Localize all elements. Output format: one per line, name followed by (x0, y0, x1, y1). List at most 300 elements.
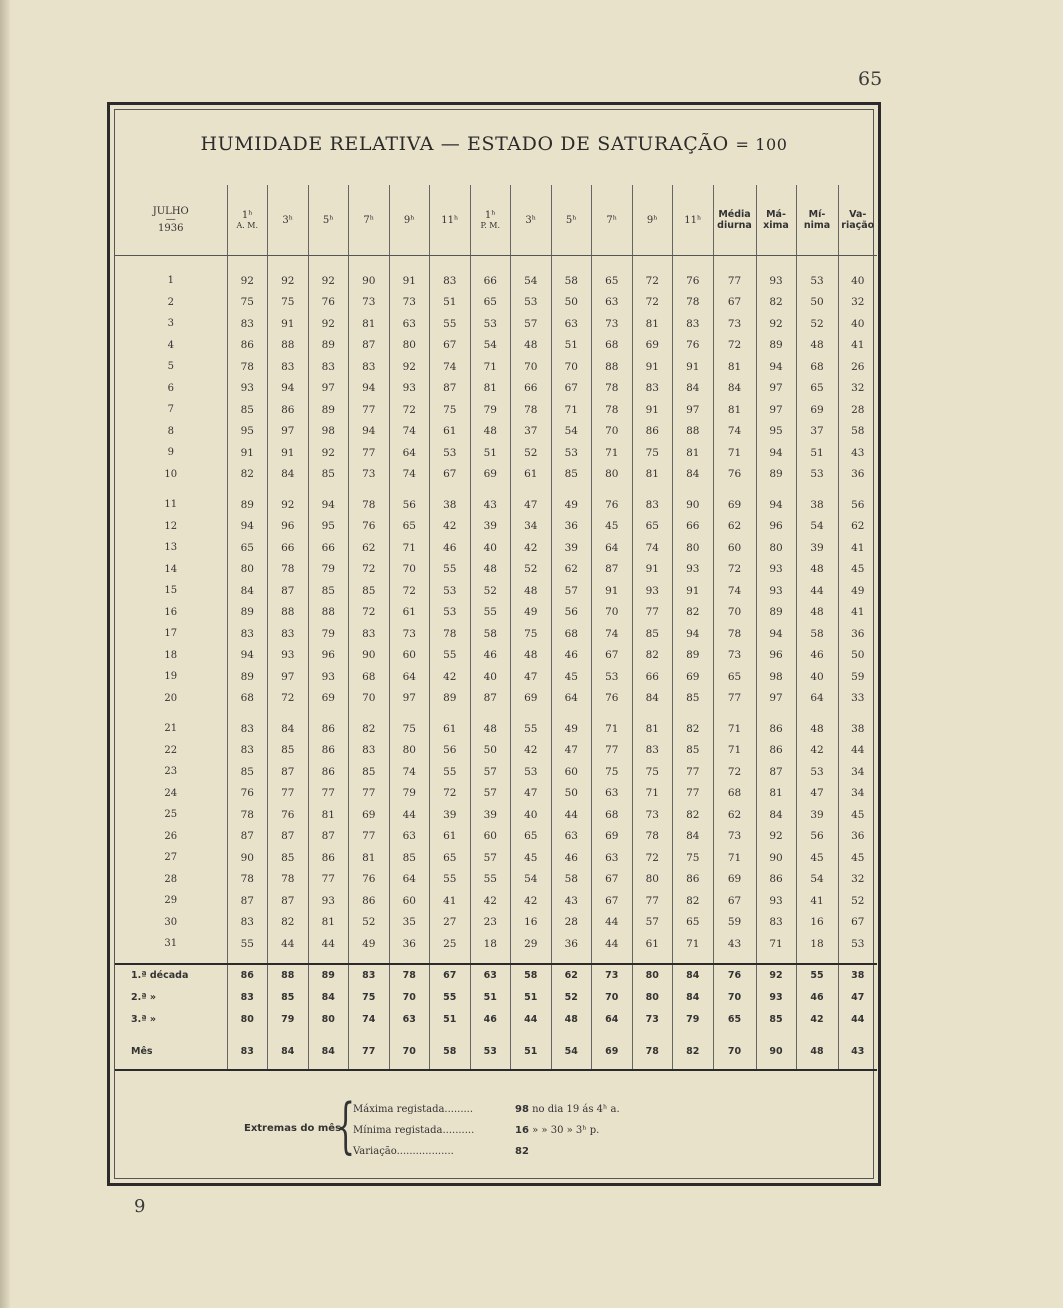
value-cell: 82 (673, 890, 714, 912)
value-cell: 92 (268, 270, 309, 292)
value-cell: 78 (673, 292, 714, 314)
value-cell: 91 (592, 580, 633, 602)
hour-header (268, 185, 309, 256)
spacer-cell (227, 1031, 268, 1041)
value-cell: 71 (592, 442, 633, 464)
value-cell: 95 (308, 516, 349, 538)
hour-label: 11ʰ (441, 214, 459, 226)
value-cell: 76 (227, 783, 268, 805)
value-cell: 76 (713, 964, 756, 987)
value-cell: 77 (308, 783, 349, 805)
value-cell: 41 (430, 890, 471, 912)
row-label: 24 (164, 787, 178, 799)
value-cell: 85 (389, 847, 430, 869)
stat-header: Mí-nima (796, 185, 838, 256)
value-cell: 39 (470, 516, 511, 538)
value-cell: 57 (470, 761, 511, 783)
value-cell: 76 (713, 464, 756, 486)
row-label: 6 (167, 382, 174, 394)
value-cell: 47 (796, 783, 838, 805)
spacer-cell (673, 256, 714, 271)
spacer-cell (430, 256, 471, 271)
value-cell: 78 (389, 964, 430, 987)
spacer-cell (632, 485, 673, 494)
value-cell: 47 (838, 987, 877, 1009)
spacer-cell (308, 955, 349, 964)
value-cell: 68 (592, 804, 633, 826)
value-cell: 68 (227, 688, 268, 710)
value-cell: 90 (227, 847, 268, 869)
value-cell: 61 (430, 421, 471, 443)
value-cell: 61 (430, 826, 471, 848)
value-cell: 97 (756, 399, 796, 421)
value-cell: 46 (551, 645, 592, 667)
value-cell: 64 (796, 688, 838, 710)
value-cell: 23 (470, 912, 511, 934)
value-cell: 85 (349, 580, 390, 602)
value-cell: 82 (673, 602, 714, 624)
value-cell: 87 (268, 826, 309, 848)
value-cell: 74 (389, 464, 430, 486)
value-cell: 71 (713, 740, 756, 762)
hour-header (430, 185, 471, 256)
spacer-cell (511, 1031, 552, 1041)
value-cell: 83 (632, 740, 673, 762)
value-cell: 72 (632, 292, 673, 314)
value-cell: 94 (756, 623, 796, 645)
value-cell: 88 (268, 602, 309, 624)
value-cell: 93 (632, 580, 673, 602)
value-cell: 83 (349, 740, 390, 762)
value-cell: 93 (756, 270, 796, 292)
value-cell: 65 (632, 516, 673, 538)
day-row (115, 442, 877, 464)
value-cell: 76 (268, 804, 309, 826)
value-cell: 87 (756, 761, 796, 783)
value-cell: 47 (511, 666, 552, 688)
value-cell: 88 (592, 356, 633, 378)
value-cell: 60 (389, 890, 430, 912)
extreme-max-number: 98 (515, 1104, 529, 1115)
value-cell: 94 (673, 623, 714, 645)
value-cell: 77 (673, 761, 714, 783)
value-cell: 38 (430, 494, 471, 516)
value-cell: 34 (838, 761, 877, 783)
value-cell: 84 (268, 1041, 309, 1063)
value-cell: 38 (838, 964, 877, 987)
value-cell: 91 (389, 270, 430, 292)
value-cell: 62 (838, 516, 877, 538)
day-row (115, 783, 877, 805)
value-cell: 81 (673, 442, 714, 464)
stat-header: Má-xima (756, 185, 796, 256)
spacer-cell (389, 1063, 430, 1070)
value-cell: 94 (756, 356, 796, 378)
value-cell: 51 (470, 987, 511, 1009)
value-cell: 73 (632, 1009, 673, 1031)
value-cell: 75 (268, 292, 309, 314)
value-cell: 52 (796, 313, 838, 335)
value-cell: 69 (308, 688, 349, 710)
extreme-max-name: Máxima registada......... (353, 1104, 474, 1115)
hour-period: A. M. (236, 221, 259, 230)
value-cell: 52 (511, 442, 552, 464)
value-cell: 92 (308, 270, 349, 292)
value-cell: 83 (268, 623, 309, 645)
value-cell: 49 (551, 718, 592, 740)
value-cell: 86 (756, 869, 796, 891)
value-cell: 77 (308, 869, 349, 891)
value-cell: 83 (227, 987, 268, 1009)
value-cell: 89 (227, 666, 268, 688)
value-cell: 83 (227, 313, 268, 335)
day-row (115, 421, 877, 443)
spacer-cell (796, 955, 838, 964)
value-cell: 64 (592, 537, 633, 559)
spacer-cell (838, 709, 877, 718)
value-cell: 88 (308, 602, 349, 624)
value-cell: 45 (796, 847, 838, 869)
value-cell: 44 (592, 912, 633, 934)
day-row (115, 313, 877, 335)
spacer-cell (592, 256, 633, 271)
spacer-cell (756, 1063, 796, 1070)
value-cell: 69 (632, 335, 673, 357)
value-cell: 57 (470, 783, 511, 805)
value-cell: 67 (838, 912, 877, 934)
spacer-cell (430, 709, 471, 718)
value-cell: 77 (349, 399, 390, 421)
spacer-cell (796, 485, 838, 494)
value-cell: 54 (470, 335, 511, 357)
spacer-cell (796, 1031, 838, 1041)
value-cell: 89 (308, 335, 349, 357)
value-cell: 36 (551, 516, 592, 538)
value-cell: 62 (713, 516, 756, 538)
value-cell: 77 (673, 783, 714, 805)
row-label: 9 (167, 447, 174, 459)
value-cell: 67 (551, 378, 592, 400)
value-cell: 45 (592, 516, 633, 538)
value-cell: 78 (632, 826, 673, 848)
value-cell: 40 (511, 804, 552, 826)
value-cell: 75 (349, 987, 390, 1009)
value-cell: 63 (389, 1009, 430, 1031)
month-header (115, 185, 227, 256)
day-row (115, 718, 877, 740)
value-cell: 77 (349, 783, 390, 805)
value-cell: 76 (349, 516, 390, 538)
value-cell: 42 (430, 516, 471, 538)
value-cell: 48 (511, 335, 552, 357)
value-cell: 93 (308, 666, 349, 688)
spacer-cell (349, 1031, 390, 1041)
value-cell: 86 (268, 399, 309, 421)
value-cell: 86 (308, 740, 349, 762)
spacer-cell (349, 485, 390, 494)
value-cell: 25 (430, 933, 471, 955)
value-cell: 89 (430, 688, 471, 710)
day-row (115, 292, 877, 314)
hour-label: 7ʰ (363, 214, 375, 226)
value-cell: 81 (632, 718, 673, 740)
value-cell: 89 (673, 645, 714, 667)
value-cell: 45 (838, 559, 877, 581)
value-cell: 55 (796, 964, 838, 987)
value-cell: 74 (430, 356, 471, 378)
value-cell: 70 (713, 1041, 756, 1063)
row-label: 11 (164, 499, 178, 511)
value-cell: 51 (430, 292, 471, 314)
value-cell: 98 (756, 666, 796, 688)
day-row (115, 761, 877, 783)
value-cell: 83 (268, 356, 309, 378)
day-row (115, 559, 877, 581)
spacer-cell (796, 1063, 838, 1070)
value-cell: 78 (227, 804, 268, 826)
decade-row (115, 1009, 877, 1031)
value-cell: 43 (713, 933, 756, 955)
value-cell: 59 (838, 666, 877, 688)
value-cell: 28 (838, 399, 877, 421)
value-cell: 97 (308, 378, 349, 400)
value-cell: 69 (470, 464, 511, 486)
value-cell: 75 (511, 623, 552, 645)
value-cell: 91 (632, 559, 673, 581)
value-cell: 71 (632, 783, 673, 805)
value-cell: 75 (430, 399, 471, 421)
value-cell: 80 (389, 335, 430, 357)
row-label: 8 (167, 425, 174, 437)
spacer-cell (227, 485, 268, 494)
value-cell: 58 (430, 1041, 471, 1063)
value-cell: 63 (389, 826, 430, 848)
value-cell: 37 (511, 421, 552, 443)
day-row (115, 378, 877, 400)
day-row (115, 804, 877, 826)
spacer-cell (713, 485, 756, 494)
value-cell: 74 (632, 537, 673, 559)
value-cell: 70 (713, 602, 756, 624)
value-cell: 59 (713, 912, 756, 934)
spacer-cell (308, 256, 349, 271)
spacer-cell (796, 256, 838, 271)
value-cell: 80 (227, 559, 268, 581)
value-cell: 52 (470, 580, 511, 602)
value-cell: 72 (632, 270, 673, 292)
value-cell: 63 (551, 313, 592, 335)
row-label: 7 (167, 404, 174, 416)
spacer-row (115, 1031, 877, 1041)
spacer-cell (713, 955, 756, 964)
spacer-cell (713, 1031, 756, 1041)
extreme-min-name: Mínima registada.......... (353, 1125, 475, 1136)
value-cell: 47 (511, 494, 552, 516)
value-cell: 36 (838, 826, 877, 848)
value-cell: 81 (632, 313, 673, 335)
value-cell: 51 (470, 442, 511, 464)
value-cell: 53 (796, 761, 838, 783)
value-cell: 82 (673, 804, 714, 826)
value-cell: 69 (673, 666, 714, 688)
value-cell: 77 (632, 602, 673, 624)
hour-header (349, 185, 390, 256)
value-cell: 84 (632, 688, 673, 710)
value-cell: 46 (796, 987, 838, 1009)
spacer-cell (713, 256, 756, 271)
value-cell: 91 (673, 356, 714, 378)
value-cell: 71 (673, 933, 714, 955)
extreme-var-number: 82 (515, 1146, 529, 1157)
value-cell: 96 (756, 645, 796, 667)
row-label: 20 (164, 692, 178, 704)
value-cell: 67 (430, 335, 471, 357)
row-label: 13 (164, 542, 178, 554)
value-cell: 50 (796, 292, 838, 314)
value-cell: 97 (389, 688, 430, 710)
spacer-cell (756, 955, 796, 964)
value-cell: 70 (511, 356, 552, 378)
value-cell: 53 (511, 292, 552, 314)
value-cell: 97 (268, 421, 309, 443)
value-cell: 58 (511, 964, 552, 987)
row-label: 2 (167, 296, 174, 308)
value-cell: 84 (308, 987, 349, 1009)
value-cell: 94 (349, 378, 390, 400)
value-cell: 39 (551, 537, 592, 559)
value-cell: 50 (551, 292, 592, 314)
row-label: 3 (167, 318, 174, 330)
value-cell: 35 (389, 912, 430, 934)
value-cell: 44 (551, 804, 592, 826)
value-cell: 34 (838, 783, 877, 805)
spacer-cell (349, 256, 390, 271)
spacer-cell (470, 485, 511, 494)
value-cell: 72 (389, 580, 430, 602)
value-cell: 81 (349, 313, 390, 335)
value-cell: 80 (389, 740, 430, 762)
value-cell: 67 (592, 890, 633, 912)
value-cell: 57 (551, 580, 592, 602)
value-cell: 66 (673, 516, 714, 538)
row-label: 15 (164, 585, 178, 597)
decade-row (115, 987, 877, 1009)
value-cell: 69 (592, 1041, 633, 1063)
spacer-cell (268, 709, 309, 718)
row-label: 1.ª década (131, 970, 189, 981)
value-cell: 75 (227, 292, 268, 314)
value-cell: 70 (389, 559, 430, 581)
value-cell: 90 (349, 645, 390, 667)
value-cell: 87 (268, 890, 309, 912)
value-cell: 79 (268, 1009, 309, 1031)
value-cell: 73 (592, 964, 633, 987)
value-cell: 89 (227, 494, 268, 516)
spacer-cell (389, 709, 430, 718)
value-cell: 93 (673, 559, 714, 581)
spacer-cell (551, 1063, 592, 1070)
value-cell: 81 (349, 847, 390, 869)
spacer-cell (227, 709, 268, 718)
value-cell: 57 (632, 912, 673, 934)
value-cell: 48 (511, 580, 552, 602)
value-cell: 46 (551, 847, 592, 869)
value-cell: 78 (227, 869, 268, 891)
value-cell: 69 (349, 804, 390, 826)
value-cell: 58 (796, 623, 838, 645)
month-extremes (110, 1091, 878, 1168)
value-cell: 75 (389, 718, 430, 740)
value-cell: 86 (756, 740, 796, 762)
value-cell: 65 (713, 1009, 756, 1031)
value-cell: 97 (268, 666, 309, 688)
value-cell: 65 (796, 378, 838, 400)
value-cell: 73 (713, 313, 756, 335)
value-cell: 84 (673, 964, 714, 987)
spacer-cell (115, 1031, 227, 1041)
value-cell: 53 (430, 580, 471, 602)
value-cell: 90 (756, 1041, 796, 1063)
hour-header (632, 185, 673, 256)
value-cell: 49 (511, 602, 552, 624)
value-cell: 84 (673, 464, 714, 486)
value-cell: 82 (632, 645, 673, 667)
value-cell: 89 (308, 964, 349, 987)
header-row (115, 185, 877, 256)
humidity-table (115, 185, 877, 1071)
spacer-cell (268, 485, 309, 494)
row-label: 18 (164, 649, 178, 661)
value-cell: 90 (673, 494, 714, 516)
value-cell: 66 (632, 666, 673, 688)
value-cell: 70 (389, 1041, 430, 1063)
value-cell: 85 (673, 688, 714, 710)
value-cell: 87 (592, 559, 633, 581)
value-cell: 97 (673, 399, 714, 421)
value-cell: 45 (838, 847, 877, 869)
value-cell: 72 (713, 761, 756, 783)
hour-header (470, 185, 511, 256)
spacer-cell (632, 709, 673, 718)
value-cell: 40 (470, 666, 511, 688)
value-cell: 71 (551, 399, 592, 421)
value-cell: 86 (673, 869, 714, 891)
spacer-cell (511, 709, 552, 718)
spacer-cell (389, 256, 430, 271)
value-cell: 51 (430, 1009, 471, 1031)
spacer-cell (756, 709, 796, 718)
spacer-cell (115, 709, 227, 718)
value-cell: 84 (673, 826, 714, 848)
value-cell: 75 (632, 761, 673, 783)
value-cell: 87 (430, 378, 471, 400)
value-cell: 85 (268, 740, 309, 762)
value-cell: 73 (389, 623, 430, 645)
value-cell: 47 (511, 783, 552, 805)
spacer-cell (268, 955, 309, 964)
value-cell: 73 (349, 292, 390, 314)
value-cell: 56 (551, 602, 592, 624)
spacer-row (115, 955, 877, 964)
row-label: 1 (167, 275, 174, 287)
value-cell: 92 (308, 313, 349, 335)
row-label: 25 (164, 809, 178, 821)
value-cell: 83 (349, 623, 390, 645)
row-label: 4 (167, 339, 174, 351)
value-cell: 44 (511, 1009, 552, 1031)
value-cell: 34 (511, 516, 552, 538)
brace-icon: { (336, 1091, 356, 1161)
